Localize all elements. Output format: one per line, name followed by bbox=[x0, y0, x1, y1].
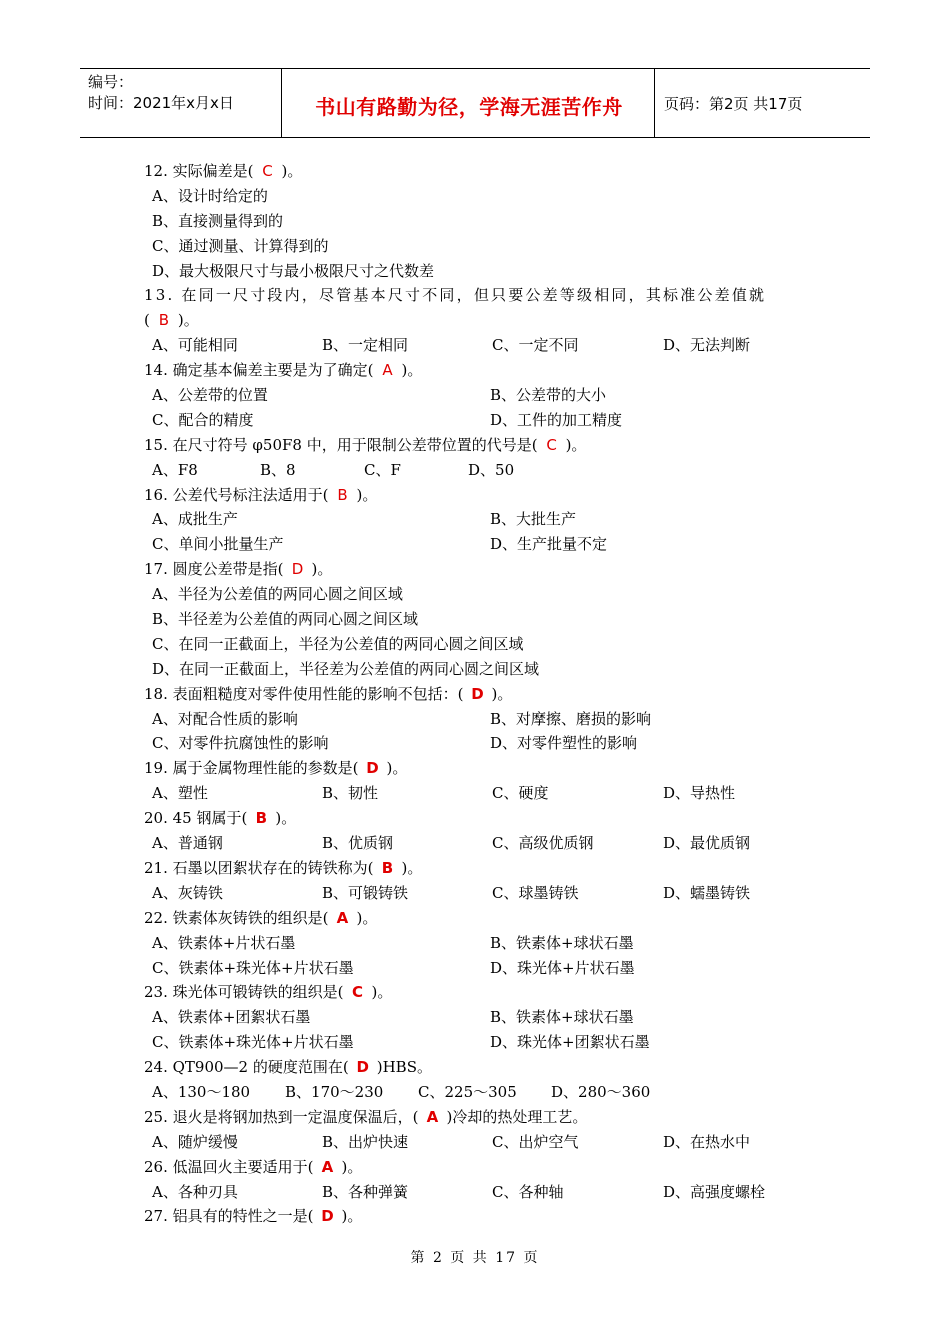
option-b: B、对摩擦、磨损的影响 bbox=[490, 709, 652, 728]
question-text: )。 bbox=[401, 858, 423, 877]
option-c: C、各种轴 bbox=[492, 1182, 564, 1201]
page-footer: 第 2 页 共 17 页 bbox=[410, 1250, 540, 1266]
question-text: )。 bbox=[341, 1157, 363, 1176]
question-text: 27. 铝具有的特性之一是( bbox=[144, 1207, 314, 1226]
question-text: )。 bbox=[311, 560, 333, 579]
option-row bbox=[144, 259, 824, 284]
option-b: B、优质钢 bbox=[322, 834, 394, 853]
option-a: A、普通钢 bbox=[152, 834, 223, 853]
question-text: 16. 公差代号标注法适用于( bbox=[144, 485, 329, 504]
option-row bbox=[144, 607, 824, 632]
option-b: B、铁素体+球状石墨 bbox=[490, 933, 634, 952]
question-stem bbox=[144, 906, 824, 931]
question-stem bbox=[144, 358, 824, 383]
option-d: D、生产批量不定 bbox=[490, 535, 608, 554]
option-row bbox=[144, 209, 824, 234]
answer-mark: D bbox=[321, 1207, 334, 1226]
answer-mark: A bbox=[382, 361, 393, 380]
option-d: D、在热水中 bbox=[663, 1132, 751, 1151]
question-text: 12. 实际偏差是( bbox=[144, 162, 254, 180]
option-c: C、球墨铸铁 bbox=[492, 883, 579, 902]
option-d: D、280～360 bbox=[551, 1082, 651, 1101]
option-b: B、8 bbox=[260, 460, 296, 479]
question-stem bbox=[144, 980, 824, 1005]
option-b: B、铁素体+球状石墨 bbox=[490, 1008, 634, 1027]
option-a: A、公差带的位置 bbox=[152, 386, 268, 405]
answer-mark: B bbox=[158, 311, 169, 330]
answer-mark: B bbox=[255, 809, 268, 828]
question-text: 24. QT900—2 的硬度范围在( bbox=[144, 1058, 349, 1077]
option-d: D、最大极限尺寸与最小极限尺寸之代数差 bbox=[152, 261, 435, 280]
question-text: 15. 在尺寸符号 φ50F8 中，用于限制公差带位置的代号是( bbox=[144, 435, 538, 454]
question-text: 26. 低温回火主要适用于( bbox=[144, 1157, 314, 1176]
option-d: D、工件的加工精度 bbox=[490, 410, 623, 429]
option-a: A、灰铸铁 bbox=[152, 883, 223, 902]
answer-mark: C bbox=[351, 983, 363, 1002]
option-d: D、无法判断 bbox=[663, 336, 751, 355]
option-b: B、可锻铸铁 bbox=[322, 883, 409, 902]
option-c: C、配合的精度 bbox=[152, 410, 254, 429]
question-text: 20. 45 钢属于( bbox=[144, 809, 248, 828]
question-text: )。 bbox=[341, 1207, 363, 1226]
option-d: D、导热性 bbox=[663, 784, 736, 803]
question-text: )。 bbox=[356, 485, 378, 504]
question-stem bbox=[144, 1204, 824, 1229]
option-b: B、170～230 bbox=[285, 1082, 384, 1101]
question-text: )。 bbox=[356, 908, 378, 927]
question-text: )。 bbox=[371, 983, 393, 1002]
question-stem-continued bbox=[144, 308, 824, 333]
option-c: C、225～305 bbox=[418, 1082, 517, 1101]
question-text: 17. 圆度公差带是指( bbox=[144, 560, 284, 579]
option-row bbox=[144, 184, 824, 209]
answer-mark: A bbox=[426, 1107, 439, 1126]
option-row bbox=[144, 507, 824, 532]
option-a: A、130～180 bbox=[152, 1082, 251, 1101]
question-text: )。 bbox=[491, 684, 513, 703]
option-row bbox=[144, 234, 824, 259]
header-table bbox=[80, 68, 870, 138]
option-c: C、出炉空气 bbox=[492, 1132, 579, 1151]
question-stem bbox=[144, 682, 824, 707]
option-c: C、F bbox=[364, 460, 401, 479]
option-b: B、半径差为公差值的两同心圆之间区域 bbox=[152, 610, 419, 629]
answer-mark: D bbox=[356, 1058, 369, 1077]
question-text: 25. 退火是将钢加热到一定温度保温后，( bbox=[144, 1107, 419, 1126]
question-stem bbox=[144, 283, 824, 308]
option-a: A、半径为公差值的两同心圆之间区域 bbox=[152, 585, 403, 604]
option-a: A、铁素体+片状石墨 bbox=[152, 933, 296, 952]
option-a: A、可能相同 bbox=[152, 336, 238, 355]
option-c: C、硬度 bbox=[492, 784, 549, 803]
motto: 书山有路勤为径，学海无涯苦作舟 bbox=[315, 95, 623, 119]
question-stem bbox=[144, 483, 824, 508]
option-row bbox=[144, 707, 824, 732]
option-d: D、最优质钢 bbox=[663, 834, 751, 853]
answer-mark: A bbox=[321, 1157, 334, 1176]
question-text: )。 bbox=[565, 435, 587, 454]
option-row bbox=[144, 831, 824, 856]
option-row bbox=[144, 731, 824, 756]
question-text: )。 bbox=[281, 162, 303, 180]
option-row bbox=[144, 632, 824, 657]
option-a: A、对配合性质的影响 bbox=[152, 709, 298, 728]
option-row bbox=[144, 881, 824, 906]
option-d: D、珠光体+片状石墨 bbox=[490, 958, 635, 977]
option-c: C、通过测量、计算得到的 bbox=[152, 236, 329, 255]
option-row bbox=[144, 383, 824, 408]
question-text: 21. 石墨以团絮状存在的铸铁称为( bbox=[144, 858, 374, 877]
option-c: C、单间小批量生产 bbox=[152, 535, 284, 554]
question-text: )HBS。 bbox=[376, 1058, 432, 1077]
option-a: A、成批生产 bbox=[152, 510, 238, 529]
question-text: )冷却的热处理工艺。 bbox=[446, 1107, 588, 1126]
answer-mark: D bbox=[291, 560, 304, 579]
option-d: D、蠕墨铸铁 bbox=[663, 883, 751, 902]
option-row bbox=[144, 931, 824, 956]
question-text: )。 bbox=[401, 361, 423, 380]
option-d: D、珠光体+团絮状石墨 bbox=[490, 1033, 650, 1052]
question-stem bbox=[144, 1055, 824, 1080]
question-text: )。 bbox=[275, 809, 297, 828]
option-row bbox=[144, 1180, 824, 1205]
option-a: A、F8 bbox=[152, 460, 198, 479]
question-stem bbox=[144, 756, 824, 781]
option-a: A、随炉缓慢 bbox=[152, 1132, 238, 1151]
question-stem bbox=[144, 1105, 824, 1130]
answer-mark: A bbox=[336, 908, 349, 927]
option-row bbox=[144, 956, 824, 981]
answer-mark: D bbox=[471, 684, 484, 703]
answer-mark: B bbox=[337, 485, 348, 504]
option-b: B、一定相同 bbox=[322, 336, 409, 355]
question-list bbox=[144, 159, 824, 1229]
option-c: C、一定不同 bbox=[492, 336, 579, 355]
question-stem bbox=[144, 557, 824, 582]
option-c: C、高级优质钢 bbox=[492, 834, 594, 853]
option-row bbox=[144, 1005, 824, 1030]
option-b: B、公差带的大小 bbox=[490, 386, 607, 405]
option-b: B、出炉快速 bbox=[322, 1132, 409, 1151]
time-label: 时间：2021年x月x日 bbox=[88, 94, 234, 112]
option-b: B、各种弹簧 bbox=[322, 1182, 409, 1201]
option-row bbox=[144, 408, 824, 433]
option-row bbox=[144, 781, 824, 806]
header-left-cell bbox=[88, 72, 234, 114]
option-b: B、韧性 bbox=[322, 784, 379, 803]
option-row bbox=[144, 532, 824, 557]
header-page-number: 页码：第2页 共17页 bbox=[664, 95, 803, 113]
option-c: C、铁素体+珠光体+片状石墨 bbox=[152, 958, 354, 977]
header-divider bbox=[281, 69, 282, 137]
answer-mark: B bbox=[381, 858, 394, 877]
option-row bbox=[144, 333, 824, 358]
option-a: A、设计时给定的 bbox=[152, 186, 268, 205]
option-a: A、铁素体+团絮状石墨 bbox=[152, 1008, 311, 1027]
question-text: 23. 珠光体可锻铸铁的组织是( bbox=[144, 983, 344, 1002]
option-b: B、直接测量得到的 bbox=[152, 211, 284, 230]
question-stem bbox=[144, 806, 824, 831]
question-text: 19. 属于金属物理性能的参数是( bbox=[144, 759, 359, 778]
question-text: 14. 确定基本偏差主要是为了确定( bbox=[144, 361, 374, 380]
option-row bbox=[144, 1080, 824, 1105]
option-a: A、塑性 bbox=[152, 784, 208, 803]
question-text: )。 bbox=[386, 759, 408, 778]
option-b: B、大批生产 bbox=[490, 510, 577, 529]
option-d: D、对零件塑性的影响 bbox=[490, 734, 638, 753]
question-stem bbox=[144, 856, 824, 881]
answer-mark: D bbox=[366, 759, 379, 778]
option-row bbox=[144, 1030, 824, 1055]
question-stem bbox=[144, 1155, 824, 1180]
option-a: A、各种刃具 bbox=[152, 1182, 238, 1201]
option-d: D、高强度螺栓 bbox=[663, 1182, 766, 1201]
option-c: C、对零件抗腐蚀性的影响 bbox=[152, 734, 329, 753]
question-text: ( bbox=[144, 311, 150, 330]
option-row bbox=[144, 582, 824, 607]
code-label: 编号： bbox=[88, 73, 134, 91]
question-text: 22. 铁素体灰铸铁的组织是( bbox=[144, 908, 329, 927]
question-text: 13. 在同一尺寸段内，尽管基本尺寸不同，但只要公差等级相同，其标准公差值就 bbox=[144, 286, 767, 305]
option-c: C、在同一正截面上，半径为公差值的两同心圆之间区域 bbox=[152, 634, 524, 653]
option-row bbox=[144, 458, 824, 483]
question-text: )。 bbox=[177, 311, 199, 330]
option-d: D、50 bbox=[468, 460, 515, 479]
option-row bbox=[144, 1130, 824, 1155]
question-stem bbox=[144, 159, 824, 184]
option-c: C、铁素体+珠光体+片状石墨 bbox=[152, 1033, 354, 1052]
answer-mark: C bbox=[546, 435, 557, 454]
option-d: D、在同一正截面上，半径差为公差值的两同心圆之间区域 bbox=[152, 659, 540, 678]
question-stem bbox=[144, 433, 824, 458]
option-row bbox=[144, 657, 824, 682]
answer-mark: C bbox=[262, 162, 273, 180]
question-text: 18. 表面粗糙度对零件使用性能的影响不包括：( bbox=[144, 684, 464, 703]
